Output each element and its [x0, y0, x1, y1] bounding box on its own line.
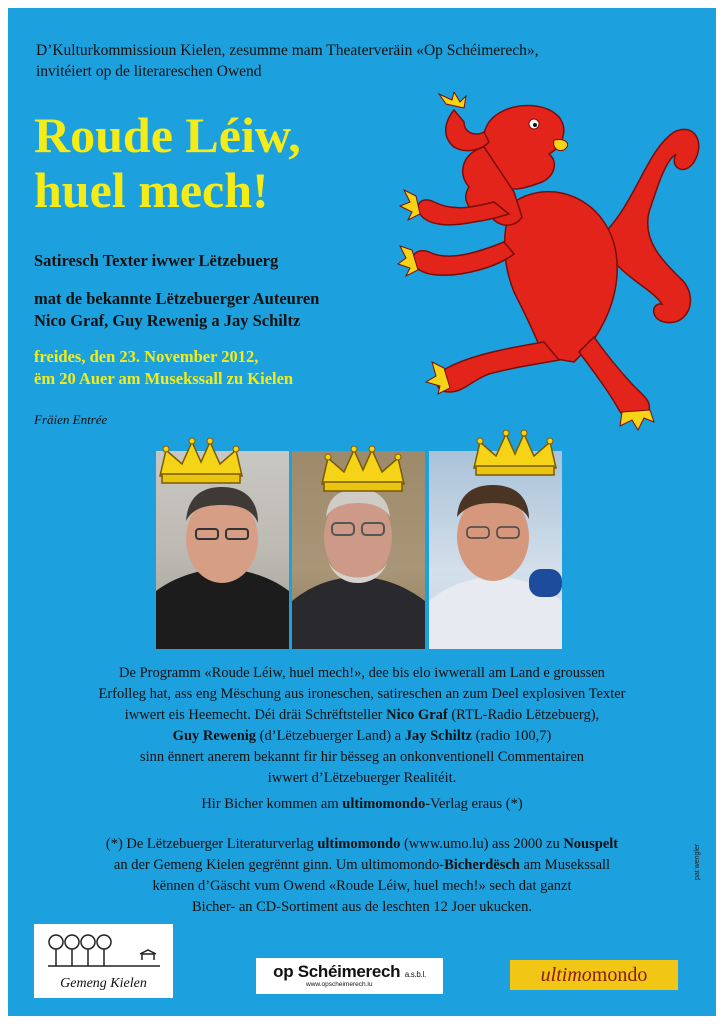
logo-op-url: www.opscheimerech.lu [306, 981, 373, 988]
note-line: Bicher- an CD-Sortiment aus de leschten 12 Joer ukucken. [192, 899, 532, 915]
logo-kielen-text: Gemeng Kielen [60, 976, 147, 991]
logo-ultimomondo [510, 960, 678, 990]
photo-jay-schiltz [429, 451, 562, 649]
logo-gemeng-kielen [34, 924, 173, 998]
note-line: kënnen d’Gäscht vum Owend «Roude Léiw, huel mech!» sech dat ganzt [152, 878, 572, 894]
authors-line-1: mat de bekannte Lëtzebuerger Auteuren [34, 289, 320, 308]
free-entry: Fräien Entrée [34, 412, 108, 427]
desc-line: Guy Rewenig (d’Lëtzebuerger Land) a Jay Schiltz (radio 100,7) [172, 728, 552, 744]
note-line: an der Gemeng Kielen gegrënnt ginn. Um ultimomondo-Bicherdësch am Musekssall [113, 857, 611, 873]
intro-line-1: D’Kulturkommissioun Kielen, zesumme mam Theaterveräin «Op Schéimerech», [36, 42, 539, 59]
logo-um-part2: mondo [591, 964, 648, 986]
books-publisher-text: Hir Bicher kommen am ultimomondo-Verlag eraus (*) [201, 796, 523, 812]
desc-line: sinn ënnert anerem bekannt fir hir bësseg an onkonventionell Commentairen [139, 749, 585, 765]
logo-op-scheimerech [256, 958, 443, 994]
program-description [38, 663, 686, 789]
poster [8, 8, 716, 1016]
title-line-2: huel mech! [34, 162, 269, 218]
desc-line: De Programm «Roude Léiw, huel mech!», dee bis elo iwwerall am Land e groussen [119, 665, 605, 681]
crown-icon [470, 428, 560, 478]
event-date [34, 346, 293, 390]
authors-line-2: Nico Graf, Guy Rewenig a Jay Schiltz [34, 311, 301, 330]
desc-line: Erfolleg hat, ass eng Mëschung aus ironeschen, satireschen an zum Deel explosiven Texter [98, 686, 626, 702]
intro-text [36, 40, 696, 82]
logo-op-asbl: a.s.b.l. [404, 970, 426, 979]
logo-um-part1: ultimo [540, 964, 592, 986]
page-title [34, 108, 301, 218]
trees-icon [44, 930, 164, 970]
footnote [38, 834, 686, 918]
intro-line-2: invitéiert op de literareschen Owend [36, 63, 262, 80]
desc-line: iwwert eis Heemecht. Déi dräi Schrëftsteller Nico Graf (RTL-Radio Lëtzebuerg), [124, 707, 600, 723]
photographer-credit: pat wengler [694, 843, 701, 880]
note-line: (*) De Lëtzebuerger Literaturverlag ultimomondo (www.umo.lu) ass 2000 zu Nouspelt [105, 836, 619, 852]
subtitle: Satiresch Texter iwwer Lëtzebuerg [34, 251, 279, 270]
crown-icon [318, 444, 408, 494]
title-line-1: Roude Léiw, [34, 107, 301, 163]
crown-icon [156, 436, 246, 486]
red-lion-illustration [394, 92, 712, 432]
date-line-2: ëm 20 Auer am Musekssall zu Kielen [34, 369, 294, 388]
date-line-1: freides, den 23. November 2012, [34, 347, 259, 366]
desc-line: iwwert d’Lëtzebuerger Realitéit. [267, 770, 457, 786]
authors-text [34, 288, 319, 332]
logo-op-name: op Schéimerech [273, 962, 401, 981]
